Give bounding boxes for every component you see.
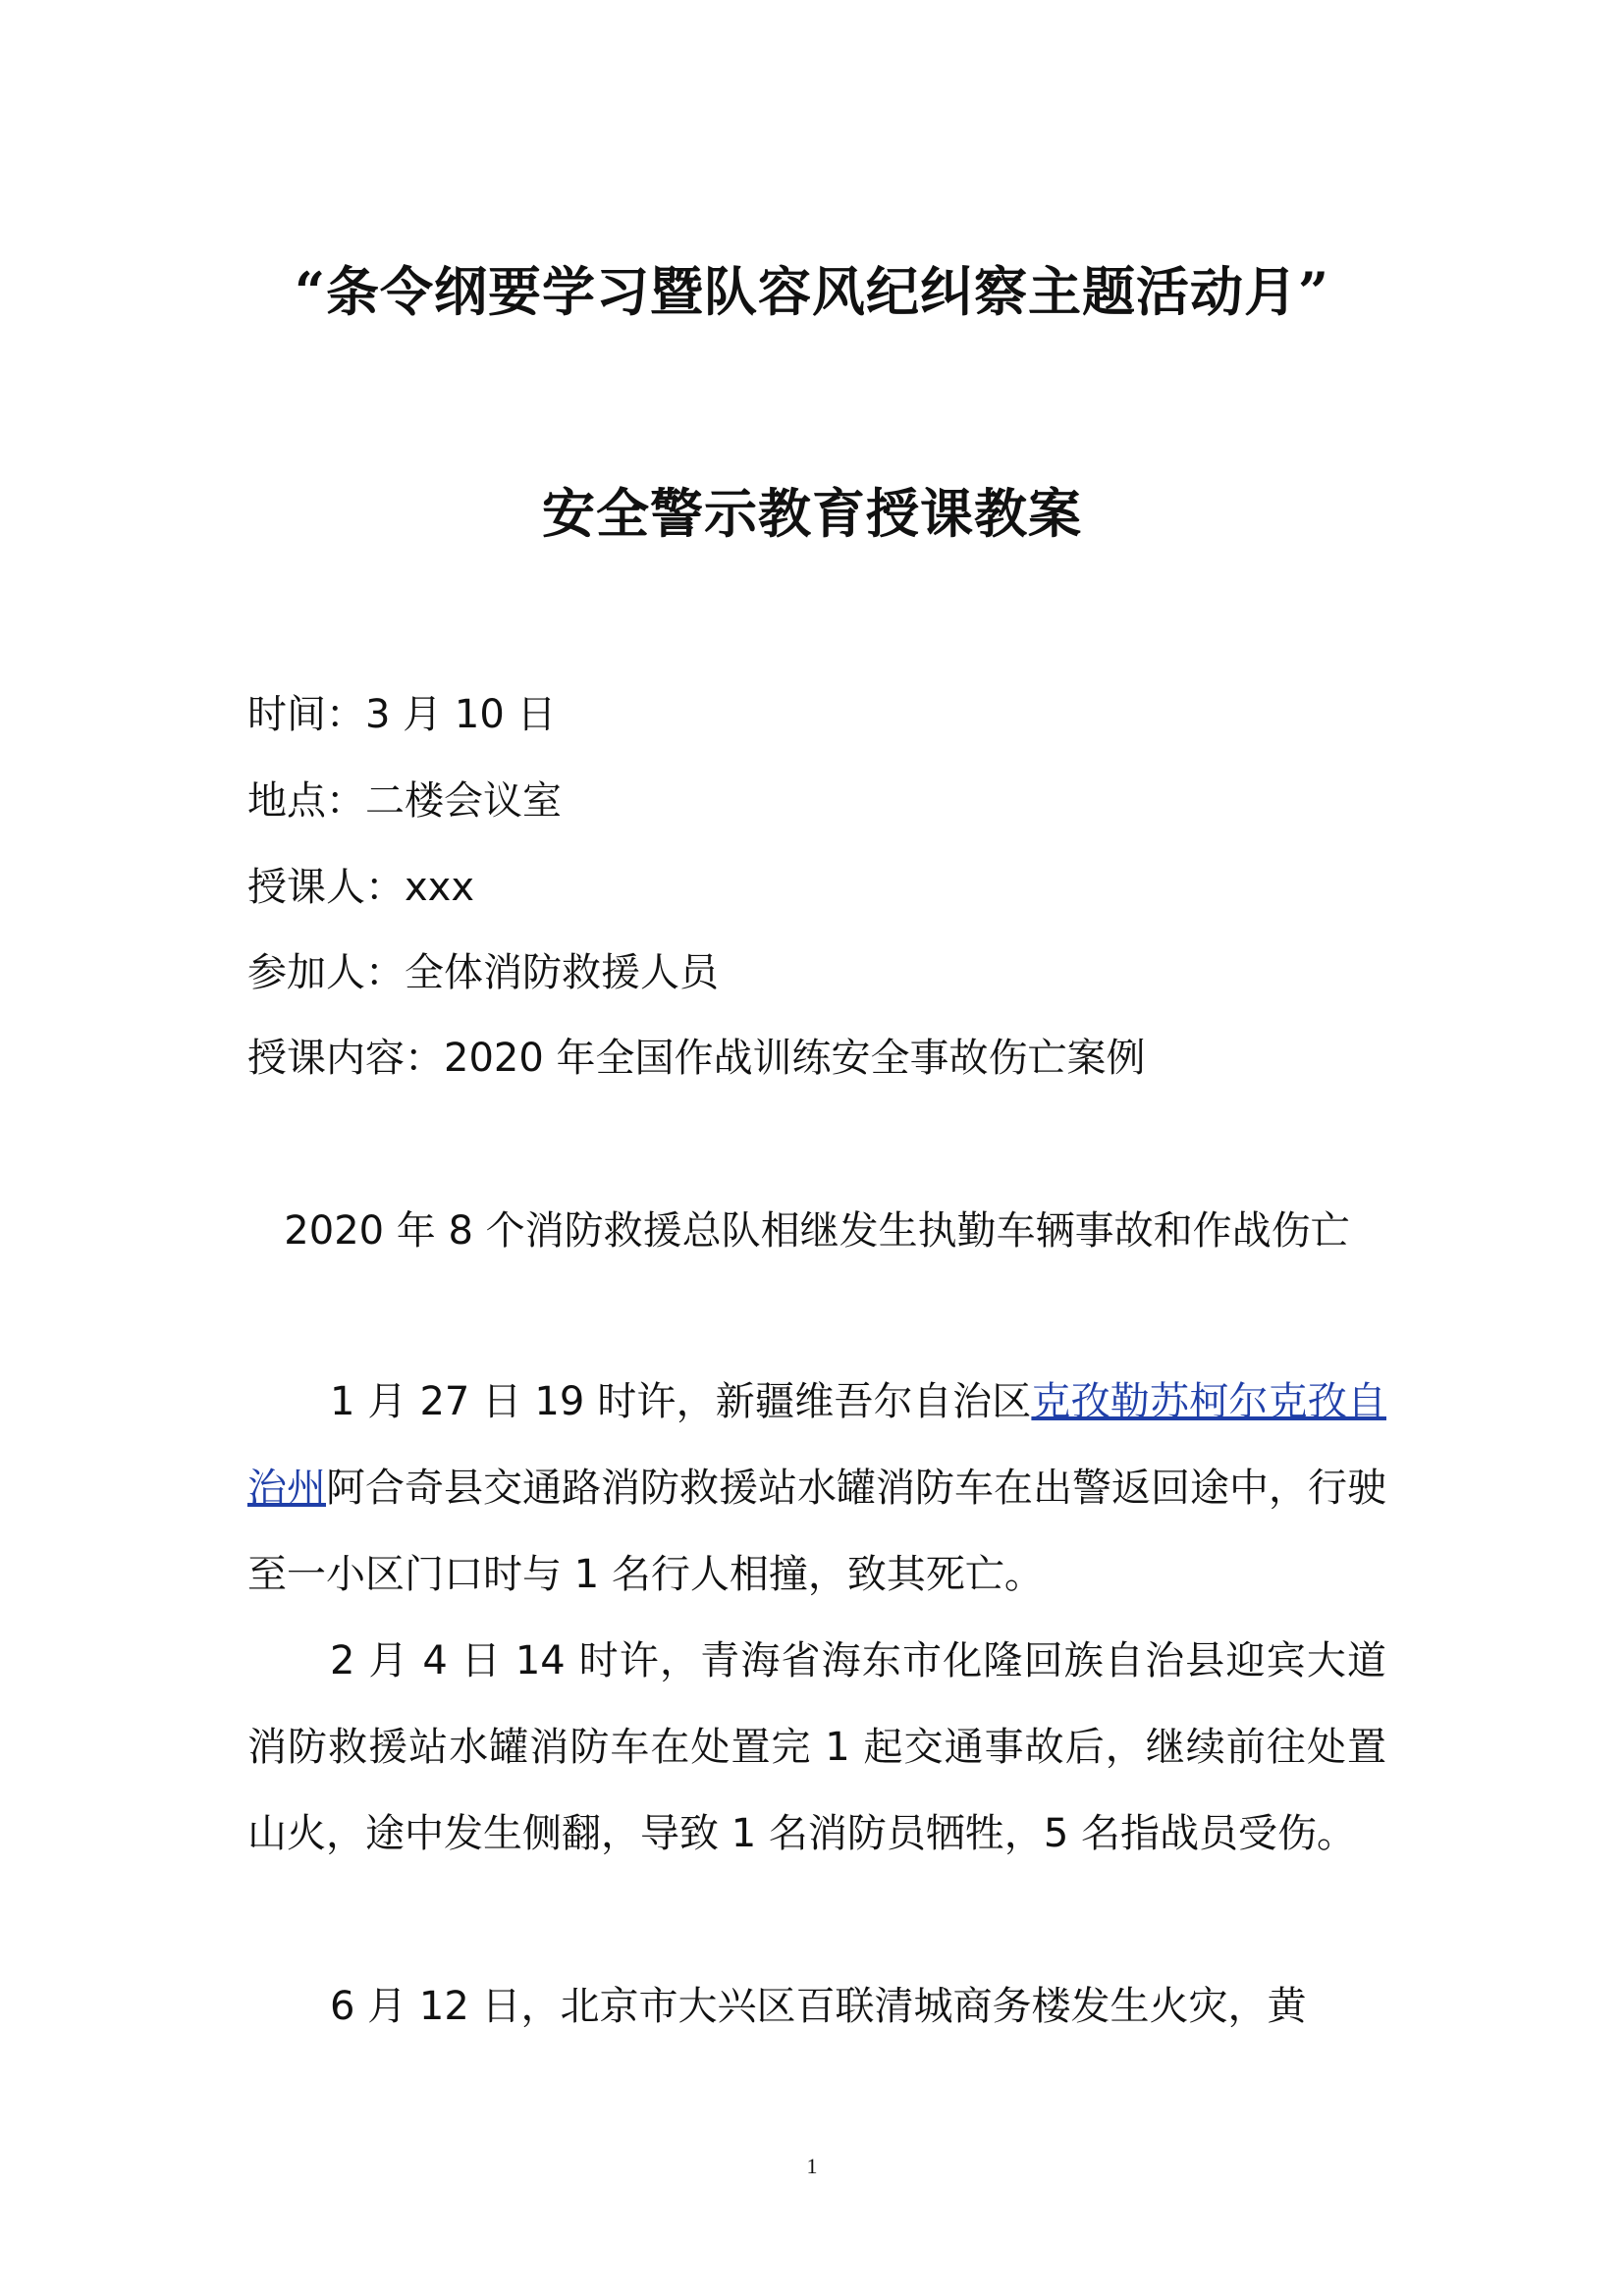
info-time: 时间：3 月 10 日 [247,692,557,737]
info-content: 授课内容：2020 年全国作战训练安全事故伤亡案例 [247,1036,1146,1081]
case-paragraph-1 [247,1359,1386,1618]
case-1-text-start: 1 月 27 日 19 时许，新疆维吾尔自治区 [330,1379,1032,1424]
document-title-line-1: “条令纲要学习暨队容风纪纠察主题活动月” [294,260,1330,323]
info-participants: 参加人：全体消防救援人员 [247,950,719,995]
region-link[interactable]: 克孜勒苏柯尔克孜自治州 [247,1379,1386,1511]
document-title-line-2: 安全警示教育授课教案 [542,482,1082,545]
case-paragraph-3: 6 月 12 日，北京市大兴区百联清城商务楼发生火灾，黄 [330,1984,1307,2029]
info-lecturer: 授课人：xxx [247,865,475,910]
section-heading: 2020 年 8 个消防救援总队相继发生执勤车辆事故和作战伤亡 [284,1208,1350,1254]
case-1-text-end: 阿合奇县交通路消防救援站水罐消防车在出警返回途中，行驶至一小区门口时与 1 名行人相撞，致其死亡。 [247,1466,1386,1597]
case-paragraph-2: 2 月 4 日 14 时许，青海省海东市化隆回族自治县迎宾大道消防救援站水罐消防车在处置完 1 起交通事故后，继续前往处置山火，途中发生侧翻，导致 1 名消防员牺牲，5 名指战员受伤。 [247,1638,1386,1856]
page-number: 1 [806,2154,818,2178]
info-location: 地点：二楼会议室 [247,778,562,824]
